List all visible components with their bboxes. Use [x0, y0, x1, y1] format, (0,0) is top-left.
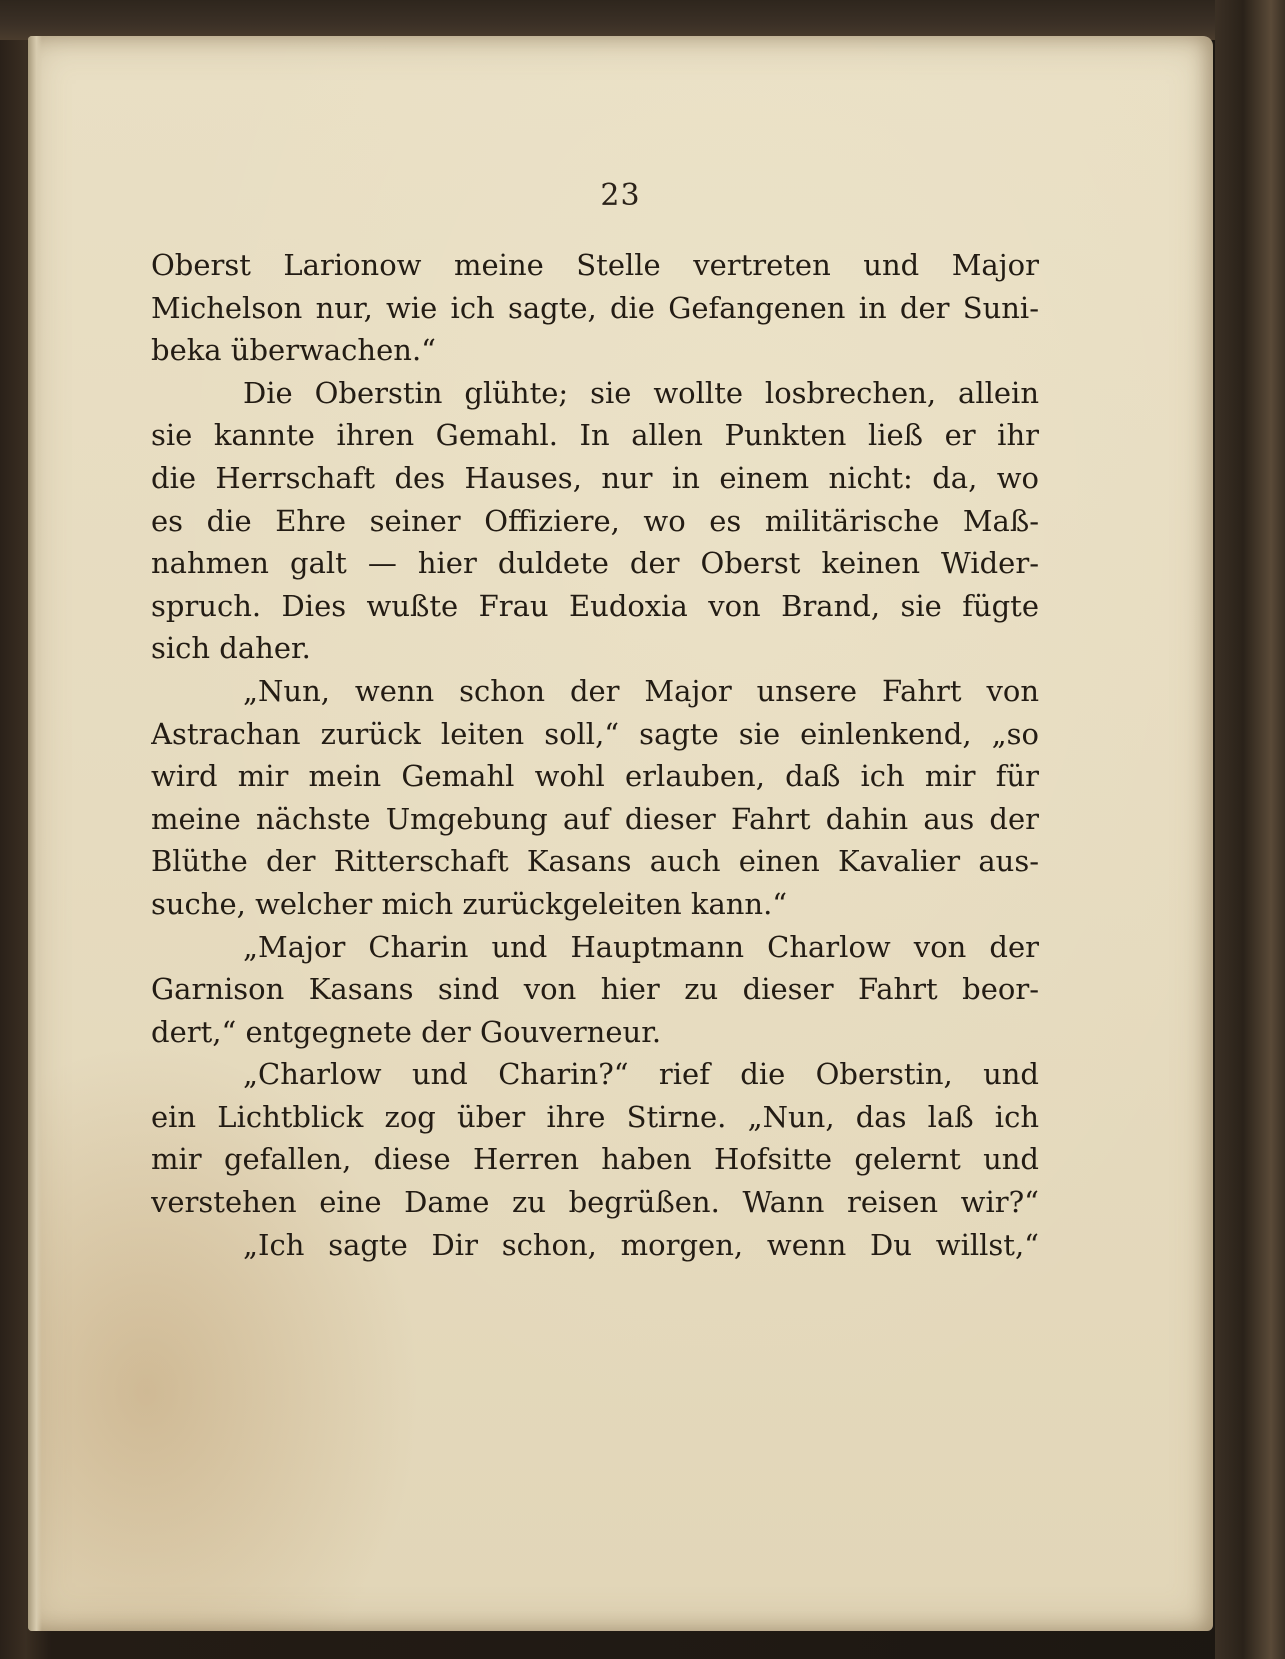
text-line: suche, welcher mich zurückgeleiten kann.“ — [151, 886, 788, 921]
text-line: wird mir mein Gemahl wohl erlauben, daß ich mir für — [151, 759, 1039, 794]
text-line: es die Ehre seiner Offiziere, wo es militärische Maß- — [151, 503, 1039, 538]
text-line: dert,“ entgegnete der Gouverneur. — [151, 1014, 662, 1049]
book-page — [28, 36, 1213, 1631]
text-line: nahmen galt — hier duldete der Oberst keinen Wider- — [151, 546, 1039, 581]
cover-right-edge — [1215, 0, 1285, 1659]
text-line: Astrachan zurück leiten soll,“ sagte sie einlenkend, „so — [151, 716, 1039, 751]
text-line: beka überwachen.“ — [151, 333, 436, 368]
text-line: „Charlow und Charin?“ rief die Oberstin, und — [243, 1057, 1039, 1092]
text-line: „Ich sagte Dir schon, morgen, wenn Du willst,“ — [243, 1227, 1039, 1262]
text-line: Blüthe der Ritterschaft Kasans auch einen Kavalier aus- — [151, 844, 1039, 879]
text-line: Oberst Larionow meine Stelle vertreten und Major — [151, 248, 1039, 282]
text-line: Die Oberstin glühte; sie wollte losbrechen, allein — [243, 375, 1039, 410]
cover-top-edge — [0, 0, 1285, 40]
text-line: die Herrschaft des Hauses, nur in einem nicht: da, wo — [151, 460, 1039, 495]
page-number: 23 — [600, 178, 641, 213]
text-line: sie kannte ihren Gemahl. In allen Punkten ließ er ihr — [151, 418, 1039, 453]
text-line: meine nächste Umgebung auf dieser Fahrt dahin aus der — [151, 801, 1039, 836]
text-line: ein Lichtblick zog über ihre Stirne. „Nun, das laß ich — [151, 1099, 1039, 1134]
text-line: mir gefallen, diese Herren haben Hofsitte gelernt und — [151, 1142, 1039, 1177]
text-line: Michelson nur, wie ich sagte, die Gefangenen in der Suni- — [151, 290, 1039, 325]
body-text — [151, 244, 1039, 1266]
page-gutter — [28, 36, 42, 1631]
text-line: verstehen eine Dame zu begrüßen. Wann reisen wir?“ — [151, 1185, 1039, 1220]
text-line: spruch. Dies wußte Frau Eudoxia von Brand, sie fügte — [151, 588, 1039, 623]
text-line: Garnison Kasans sind von hier zu dieser Fahrt beor- — [151, 972, 1039, 1007]
text-line: sich daher. — [151, 631, 311, 666]
text-line: „Major Charin und Hauptmann Charlow von der — [243, 929, 1039, 964]
text-line: „Nun, wenn schon der Major unsere Fahrt von — [243, 673, 1039, 708]
